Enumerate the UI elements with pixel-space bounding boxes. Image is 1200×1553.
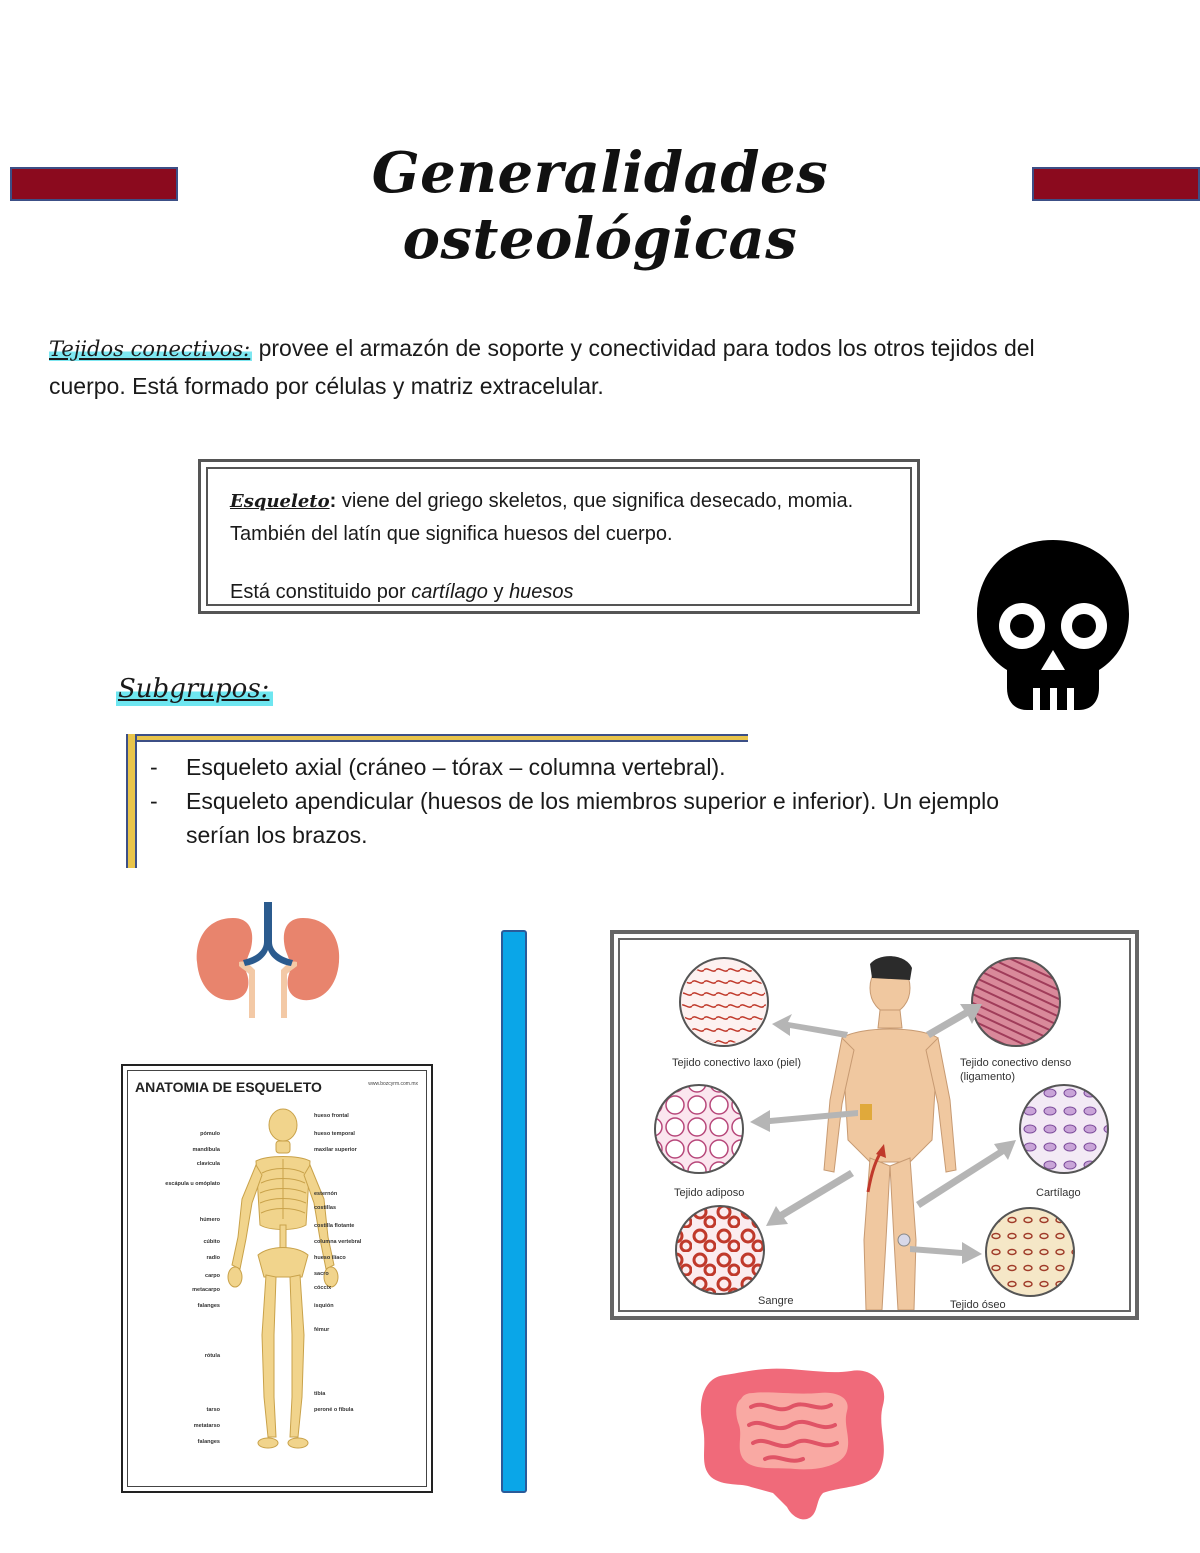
definition-colon: :	[329, 490, 337, 512]
intestine-icon	[695, 1355, 890, 1525]
skeleton-label-left: metacarpo	[192, 1287, 220, 1293]
definition-text-3: Está constituido por	[230, 581, 412, 603]
skeleton-label-left: falanges	[197, 1303, 220, 1309]
skeleton-label-left: pómulo	[200, 1131, 220, 1137]
definition-text-and: y	[487, 581, 510, 603]
skeleton-label-left: mandíbula	[192, 1147, 220, 1153]
skeleton-label-right: costilla flotante	[314, 1223, 355, 1229]
list-item	[150, 750, 1010, 784]
bracket-left	[126, 734, 137, 868]
bracket-top	[126, 734, 748, 742]
definition-line-2: También del latín que significa huesos del cuerpo.	[230, 523, 673, 545]
skeleton-label-right: peroné o fíbula	[314, 1407, 354, 1413]
label-loose-tissue: Tejido conectivo laxo (piel)	[672, 1057, 802, 1069]
skeleton-chart	[121, 1064, 433, 1493]
tissue-illustration	[620, 940, 1131, 1312]
skeleton-label-left: carpo	[205, 1273, 220, 1279]
subgroups-title: Subgrupos:	[116, 674, 273, 706]
skeleton-label-right: fémur	[314, 1327, 330, 1333]
skeleton-label-right: tibia	[314, 1391, 326, 1397]
skull-icon	[975, 538, 1131, 712]
skeleton-chart-url: www.bozcyrm.com.mx	[368, 1081, 418, 1087]
title-bar-left	[10, 167, 178, 201]
skeleton-label-right: hueso ilíaco	[314, 1255, 346, 1261]
skeleton-illustration	[218, 1107, 348, 1457]
list-dash: -	[150, 788, 158, 814]
skeleton-label-right: costillas	[314, 1205, 337, 1211]
label-dense-tissue-sub: (ligamento)	[960, 1071, 1016, 1083]
skeleton-label-left: radio	[206, 1255, 220, 1261]
kidneys-icon	[193, 900, 343, 1020]
page-title: Generalidades osteológicas	[371, 140, 829, 272]
skeleton-label-right: esternón	[314, 1191, 338, 1197]
skeleton-label-left: cúbito	[203, 1239, 220, 1245]
skeleton-label-left: rótula	[204, 1353, 220, 1359]
title-bar-right	[1032, 167, 1200, 201]
blue-divider-bar	[501, 930, 527, 1493]
label-cartilage: Cartílago	[1036, 1187, 1081, 1199]
skeleton-label-right: columna vertebral	[314, 1239, 362, 1245]
label-bone: Tejido óseo	[950, 1299, 1006, 1311]
definition-line-1	[230, 485, 888, 518]
skeleton-label-left: metatarso	[193, 1423, 220, 1429]
skeleton-label-right: hueso temporal	[314, 1131, 355, 1137]
definition-text-1: viene del griego skeletos, que significa desecado, momia.	[336, 490, 854, 512]
label-dense-tissue: Tejido conectivo denso	[960, 1057, 1072, 1069]
definition-line-3	[230, 576, 888, 608]
skeleton-label-left: escápula u omóplato	[165, 1181, 220, 1187]
skeleton-label-right: sacro	[314, 1271, 329, 1277]
label-adipose: Tejido adiposo	[674, 1187, 745, 1199]
list-item-text: Esqueleto apendicular (huesos de los miembros superior e inferior). Un ejemplo serían los brazos.	[186, 788, 1000, 848]
intro-term: Tejidos conectivos:	[49, 337, 251, 361]
skeleton-label-left: falanges	[197, 1439, 220, 1445]
definition-term: Esqueleto	[230, 491, 330, 512]
skeleton-label-left: húmero	[199, 1217, 220, 1223]
definition-box	[198, 459, 920, 614]
list-item	[150, 784, 1010, 852]
definition-em-cartilage: cartílago	[411, 581, 488, 603]
skeleton-label-right: hueso frontal	[314, 1113, 349, 1119]
skeleton-label-left: tarso	[206, 1407, 220, 1413]
subgroups-list	[150, 750, 1010, 852]
label-blood: Sangre	[758, 1295, 794, 1307]
skeleton-label-right: isquión	[314, 1303, 334, 1309]
tissue-figure	[610, 930, 1139, 1320]
intro-text: provee el armazón de soporte y conectividad para todos los otros tejidos del cuerpo. Está formado por células y matriz extracelular.	[49, 335, 1035, 399]
list-dash: -	[150, 754, 158, 780]
intro-paragraph	[49, 330, 1049, 405]
skeleton-label-right: cóccix	[314, 1285, 332, 1291]
skeleton-label-right: maxilar superior	[314, 1147, 357, 1153]
skeleton-chart-title: ANATOMIA DE ESQUELETO	[135, 1079, 322, 1095]
skeleton-label-left: clavícula	[196, 1161, 220, 1167]
list-item-text: Esqueleto axial (cráneo – tórax – columna vertebral).	[186, 754, 726, 780]
definition-em-bones: huesos	[509, 581, 574, 603]
